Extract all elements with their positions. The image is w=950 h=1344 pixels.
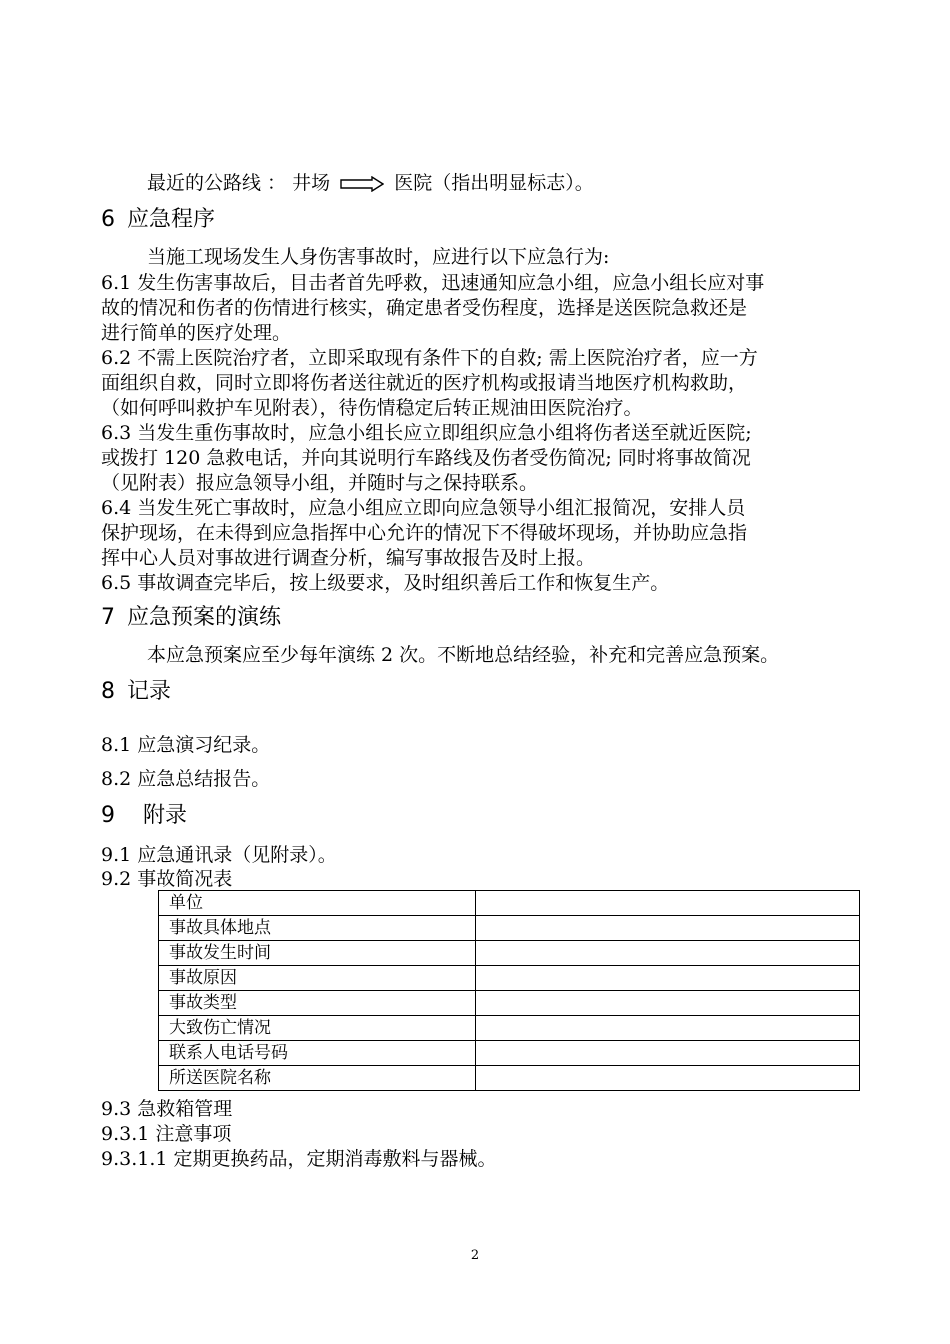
section-6-heading: 6 应急程序 [101, 207, 216, 232]
section-8-heading: 8 记录 [101, 679, 172, 704]
para-6-1-line2: 故的情况和伤者的伤情进行核实，确定患者受伤程度，选择是送医院急救还是 [101, 297, 748, 319]
para-6-1-line1: 6.1 发生伤害事故后，目击者首先呼救，迅速通知应急小组，应急小组长应对事 [101, 272, 765, 294]
table-label: 所送医院名称 [159, 1066, 476, 1091]
table-label: 事故类型 [159, 991, 476, 1016]
para-6-5: 6.5 事故调查完毕后，按上级要求，及时组织善后工作和恢复生产。 [101, 572, 670, 594]
para-6-4-line3: 挥中心人员对事故进行调查分析，编写事故报告及时上报。 [101, 547, 596, 569]
table-value-cell [476, 966, 860, 991]
section-7-text: 本应急预案应至少每年演练 2 次。不断地总结经验，补充和完善应急预案。 [147, 644, 780, 666]
appendix-item-9-3-1: 9.3.1 注意事项 [101, 1123, 232, 1145]
section-6-intro: 当施工现场发生人身伤害事故时，应进行以下应急行为: [147, 246, 610, 268]
table-value-cell [476, 1016, 860, 1041]
appendix-item-9-3-1-1: 9.3.1.1 定期更换药品，定期消毒敷料与器械。 [101, 1148, 497, 1170]
table-value-cell [476, 1041, 860, 1066]
table-label: 大致伤亡情况 [159, 1016, 476, 1041]
para-6-3-line3: （见附表）报应急领导小组，并随时与之保持联系。 [101, 472, 539, 494]
route-to: 医院（指出明显标志）。 [394, 172, 594, 194]
table-row [159, 966, 860, 991]
record-item-8-2: 8.2 应急总结报告。 [101, 768, 271, 790]
section-7-heading: 7 应急预案的演练 [101, 605, 282, 630]
page-number: 2 [470, 1248, 480, 1263]
section-9-heading: 9 附录 [101, 803, 188, 828]
right-arrow-icon [340, 176, 384, 192]
table-label: 联系人电话号码 [159, 1041, 476, 1066]
appendix-item-9-2: 9.2 事故简况表 [101, 868, 233, 890]
table-row [159, 1066, 860, 1091]
table-value-cell [476, 916, 860, 941]
para-6-3-line1: 6.3 当发生重伤事故时，应急小组长应立即组织应急小组将伤者送至就近医院; [101, 422, 752, 444]
para-6-4-line2: 保护现场，在未得到应急指挥中心允许的情况下不得破坏现场，并协助应急指 [101, 522, 748, 544]
table-value-cell [476, 1066, 860, 1091]
table-label: 单位 [159, 891, 476, 916]
table-row [159, 1016, 860, 1041]
table-row [159, 916, 860, 941]
table-row [159, 941, 860, 966]
table-row [159, 991, 860, 1016]
table-row [159, 1041, 860, 1066]
table-value-cell [476, 941, 860, 966]
para-6-2-line2: 面组织自救，同时立即将伤者送往就近的医疗机构或报请当地医疗机构救助， [101, 372, 748, 394]
table-label: 事故具体地点 [159, 916, 476, 941]
route-prefix: 最近的公路线 ： [147, 172, 287, 194]
table-row [159, 891, 860, 916]
para-6-4-line1: 6.4 当发生死亡事故时，应急小组应立即向应急领导小组汇报简况，安排人员 [101, 497, 746, 519]
table-value-cell [476, 991, 860, 1016]
incident-summary-table [158, 890, 860, 1091]
para-6-2-line1: 6.2 不需上医院治疗者，立即采取现有条件下的自救; 需上医院治疗者，应一方 [101, 347, 758, 369]
table-label: 事故发生时间 [159, 941, 476, 966]
route-from: 井场 [292, 172, 331, 194]
record-item-8-1: 8.1 应急演习纪录。 [101, 734, 271, 756]
para-6-1-line3: 进行简单的医疗处理。 [101, 322, 292, 344]
table-value-cell [476, 891, 860, 916]
appendix-item-9-3: 9.3 急救箱管理 [101, 1098, 233, 1120]
para-6-2-line3: （如何呼叫救护车见附表），待伤情稳定后转正规油田医院治疗。 [101, 397, 643, 419]
para-6-3-line2: 或拨打 120 急救电话，并向其说明行车路线及伤者受伤简况; 同时将事故简况 [101, 447, 751, 469]
route-line [147, 170, 594, 196]
appendix-item-9-1: 9.1 应急通讯录（见附录）。 [101, 844, 337, 866]
table-label: 事故原因 [159, 966, 476, 991]
